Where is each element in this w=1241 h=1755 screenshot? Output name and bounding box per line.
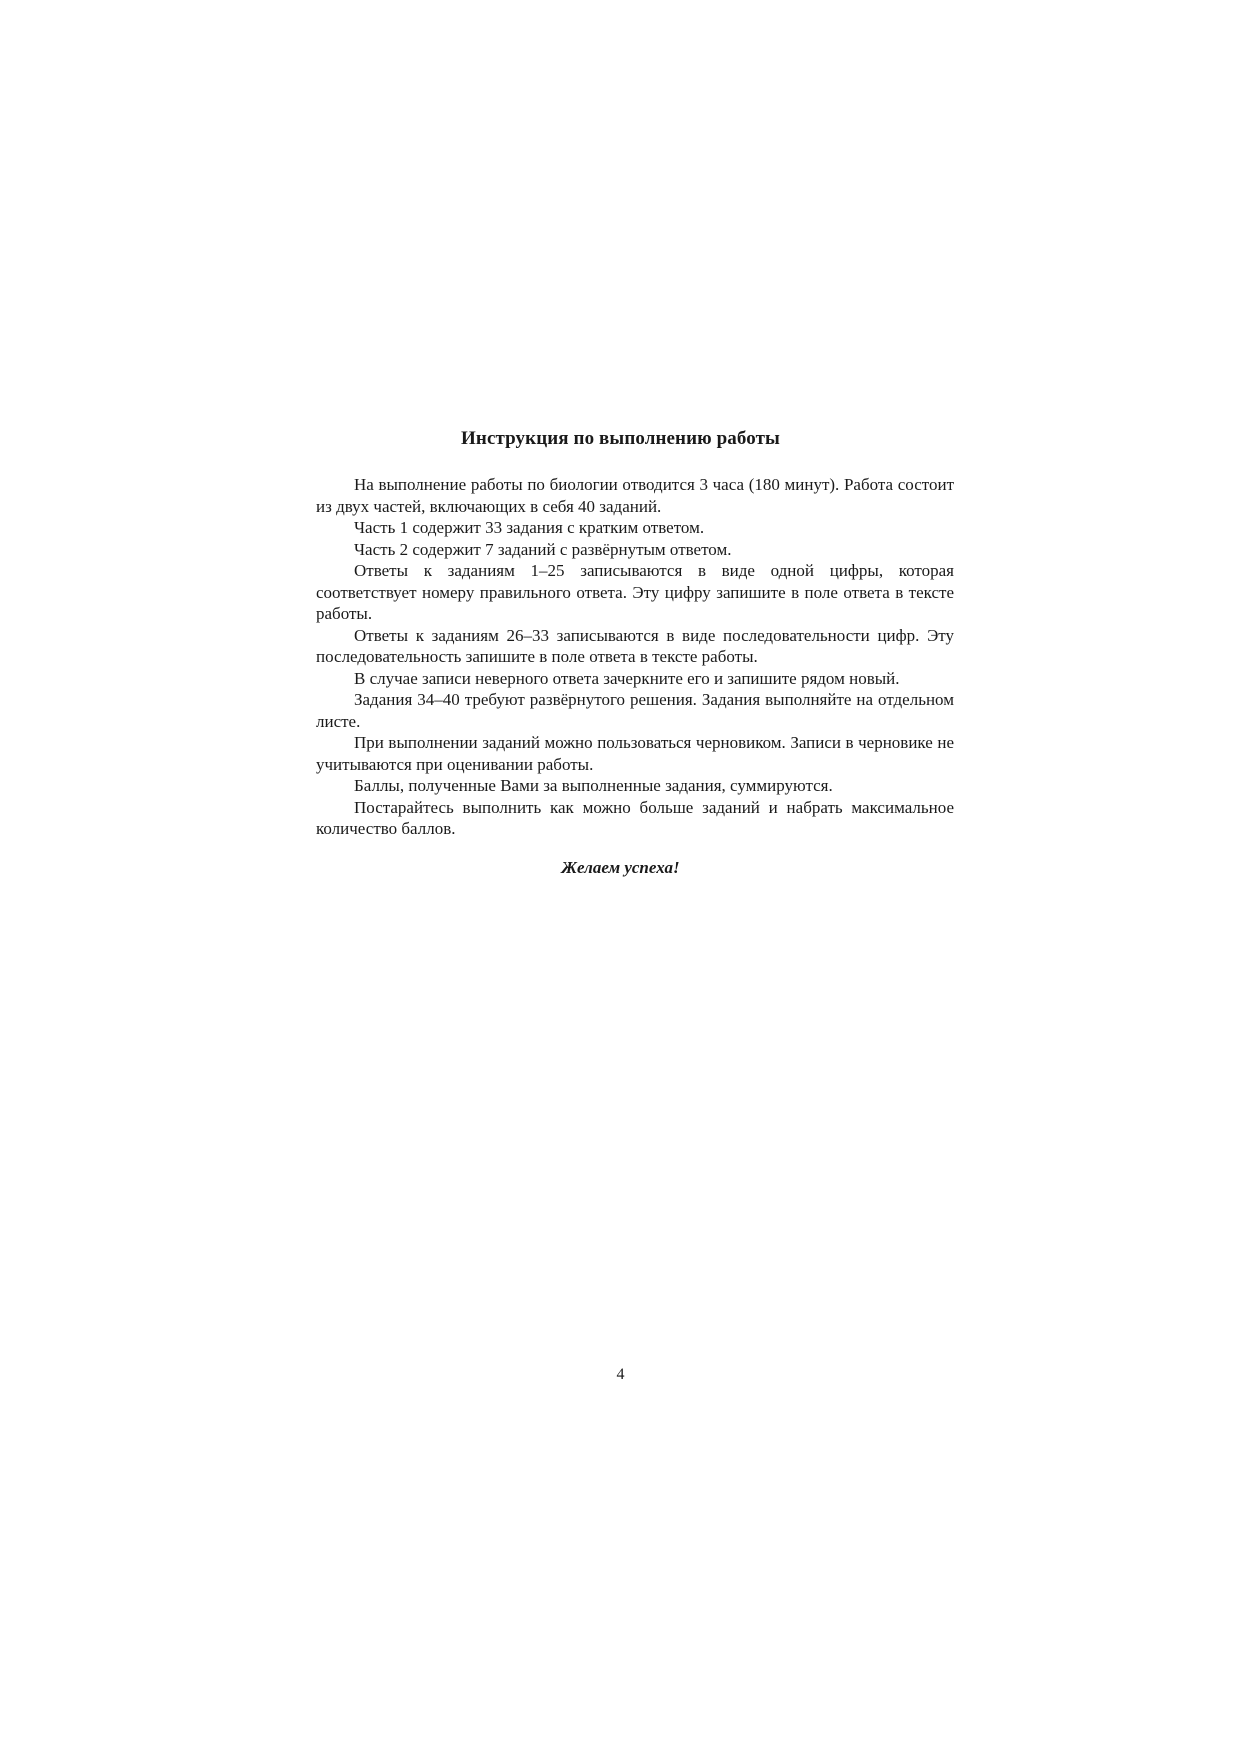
page-number: 4 bbox=[616, 1366, 625, 1383]
instruction-paragraph: При выполнении заданий можно пользоваться черновиком. Записи в черновике не учитываются при оценивании работы. bbox=[316, 733, 954, 774]
instruction-paragraph: Баллы, полученные Вами за выполненные задания, суммируются. bbox=[354, 776, 833, 795]
instruction-paragraph: Постарайтесь выполнить как можно больше заданий и набрать максимальное количество баллов. bbox=[316, 797, 954, 838]
instruction-paragraph: В случае записи неверного ответа зачеркните его и запишите рядом новый. bbox=[354, 668, 900, 688]
page-title: Инструкция по выполнению работы bbox=[461, 428, 780, 449]
instruction-paragraph: Ответы к заданиям 26–33 записываются в виде последовательности цифр. Эту последовательность запишите в поле ответа в тексте работы. bbox=[316, 625, 954, 666]
instruction-paragraph: Ответы к заданиям 1–25 записываются в виде одной цифры, которая соответствует номеру правильного ответа. Эту цифру запишите в поле ответа в тексте работы. bbox=[316, 561, 954, 623]
instruction-paragraph: Часть 2 содержит 7 заданий с развёрнутым ответом. bbox=[354, 539, 732, 559]
instruction-paragraph: Задания 34–40 требуют развёрнутого решения. Задания выполняйте на отдельном листе. bbox=[316, 690, 954, 731]
instruction-paragraph: Часть 1 содержит 33 задания с кратким ответом. bbox=[354, 518, 705, 537]
instructions-body bbox=[316, 474, 954, 840]
closing-wish: Желаем успеха! bbox=[561, 858, 680, 877]
instruction-paragraph: На выполнение работы по биологии отводится 3 часа (180 минут). Работа состоит из двух частей, включающих в себя 40 заданий. bbox=[316, 475, 954, 516]
